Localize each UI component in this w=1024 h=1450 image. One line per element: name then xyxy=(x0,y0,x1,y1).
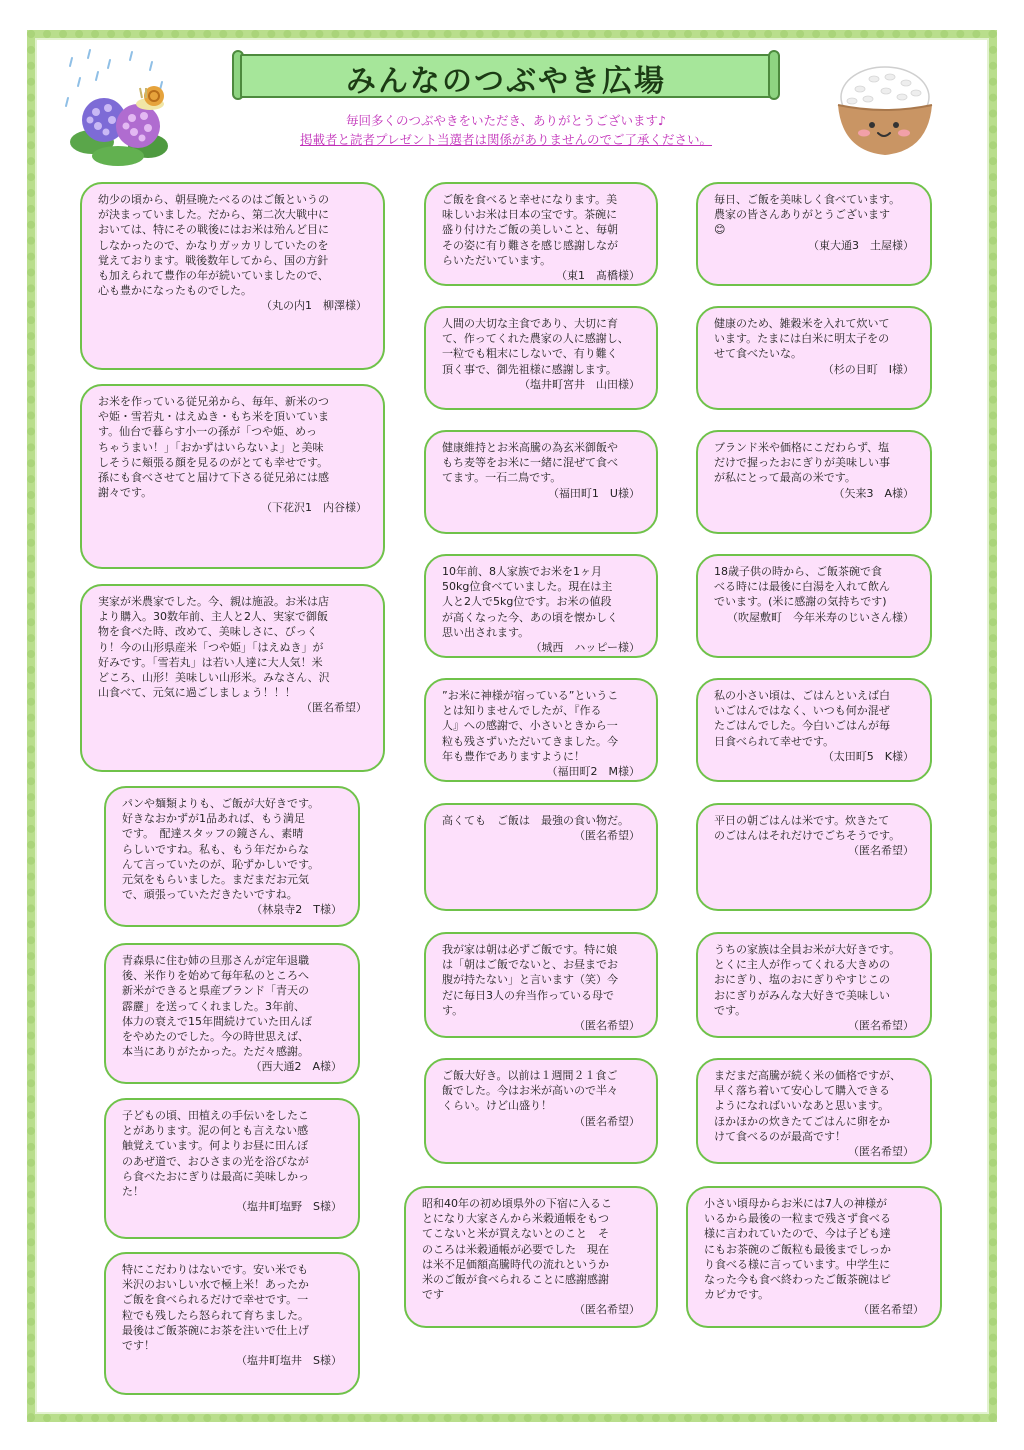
message-card xyxy=(404,1186,658,1328)
message-signature: （塩井町塩井 S様） xyxy=(236,1354,342,1368)
message-signature: （匿名希望） xyxy=(574,1303,640,1317)
subtitle-thanks: 毎回多くのつぶやきをいただき、ありがとうございます♪ xyxy=(346,113,666,128)
message-signature: （吹屋敷町 今年米寿のじいさん様） xyxy=(727,610,914,624)
message-card xyxy=(696,554,932,658)
message-text: 青森県に住む姉の旦那さんが定年退職 後、米作りを始めて毎年私のところへ 新米ができると県産ブランド「青天の 霹靂」を送ってくれました。3年前、 体力の衰えで15年間続けていた田んぼ をやめたのでした。今の時世思えば、 本当にありがたかった。ただ々感謝。 xyxy=(122,954,312,1059)
message-signature: （匿名希望） xyxy=(848,1145,914,1159)
message-card xyxy=(686,1186,942,1328)
subtitle-notice: 掲載者と読者プレゼント当選者は関係がありませんのでご了承ください。 xyxy=(299,132,712,147)
message-signature: （林泉寺2 T様） xyxy=(251,903,342,917)
message-text: お米を作っている従兄弟から、毎年、新米のつ や姫・雪若丸・はえぬき・もち米を頂いていま す。仙台で暮らす小一の孫が「つや姫、めっ ちゃうまい！」「おかずはいらないよ」と美味 しそうに頬張る顔を見るのがとても幸せです。 孫にも食べさせてと届けて下さる従兄弟には感 謝々です。 xyxy=(98,395,329,500)
message-signature: （城西 ハッピー様） xyxy=(530,641,640,655)
message-text: ブランド米や価格にこだわらず、塩 だけで握ったおにぎりが美味しい事 が私にとって最高の米です。 xyxy=(714,441,890,485)
message-card xyxy=(424,803,658,911)
message-text: 高くても ご飯は 最強の食い物だ。 xyxy=(442,814,629,827)
message-signature: （西大通2 A様） xyxy=(250,1060,342,1074)
message-text: 人間の大切な主食であり、大切に育 て、作ってくれた農家の人に感謝し、 一粒でも粗末にしないで、有り難く 頂く事で、御先祖様に感謝します。 xyxy=(442,317,629,376)
message-signature: （福田町2 M様） xyxy=(546,765,640,779)
message-text: 幼少の頃から、朝昼晩たべるのはご飯というの が決まっていました。だから、第二次大戦中に おいては、特にその戦後にはお米は殆んど目に しなかったので、かなりガッカリしていたのを 覚えております。戦後数年してから、国の方針 も加えられて豊作の年が続いていましたので、 心も豊かになったものでした。 xyxy=(98,193,329,298)
message-card xyxy=(104,1252,360,1395)
message-text: 健康のため、雑穀米を入れて炊いて います。たまには白米に明太子をの せて食べたいな。 xyxy=(714,317,890,361)
message-card xyxy=(696,430,932,534)
message-signature: （匿名希望） xyxy=(858,1303,924,1317)
message-card xyxy=(696,182,932,286)
message-signature: （下花沢1 内谷様） xyxy=(261,501,367,515)
message-text: 小さい頃母からお米には7人の神様が いるから最後の一粒まで残さず食べる 様に言われていたので、今は子ども達 にもお茶碗のご飯粒も最後までしっか り食べる様に言っています。中学生に なった今も食べ終わったご飯茶碗はピ カピカです。 xyxy=(704,1197,891,1302)
message-signature: （匿名希望） xyxy=(574,1019,640,1033)
message-card xyxy=(424,678,658,782)
message-text: 昭和40年の初め頃県外の下宿に入るこ とになり大家さんから米穀通帳をもつ てこないと米が買えないとのこと そ のころは米穀通帳が必要でした 現在 は米不足価額高騰時代の流れというか 米のご飯が食べられることに感謝感謝 です xyxy=(422,1197,612,1302)
message-text: 特にこだわりはないです。安い米でも 米沢のおいしい水で極上米！あったか ご飯を食べられるだけで幸せです。一 粒でも残したら怒られて育ちました。 最後はご飯茶碗にお茶を注いで仕上げ です！ xyxy=(122,1263,309,1353)
message-card xyxy=(424,182,658,286)
message-text: 平日の朝ごはんは米です。炊きたて のごはんはそれだけでごちそうです。 xyxy=(714,814,901,843)
message-signature: （東1 髙橋様） xyxy=(556,269,640,283)
message-signature: （丸の内1 柳澤様） xyxy=(261,299,367,313)
message-signature: （太田町5 K様） xyxy=(822,749,914,763)
message-signature: （東大通3 土屋様） xyxy=(808,238,914,252)
message-text: ご飯大好き。以前は１週間２１食ご 飯でした。今はお米が高いので半々 くらい。けど山盛り！ xyxy=(442,1069,618,1113)
message-signature: （匿名希望） xyxy=(301,701,367,715)
message-card xyxy=(696,678,932,782)
message-text: まだまだ高騰が続く米の価格ですが、 早く落ち着いて安心して購入できる ようになればいいなあと思います。 ほかほかの炊きたてごはんに卵をか けて食べるのが最高です！ xyxy=(714,1069,901,1143)
message-signature: （匿名希望） xyxy=(848,1019,914,1033)
message-card xyxy=(696,932,932,1038)
message-card xyxy=(424,932,658,1038)
message-card xyxy=(696,306,932,410)
hydrangea-snail-illustration xyxy=(62,46,172,166)
message-card xyxy=(696,1058,932,1164)
message-text: 私の小さい頃は、ごはんといえば白 いごはんではなく、いつも何か混ぜ たごはんでした。今白いごはんが毎 日食べられて幸せです。 xyxy=(714,689,890,748)
title-banner xyxy=(232,50,780,100)
message-signature: （塩井町宮井 山田様） xyxy=(519,377,640,391)
message-signature: （杉の目町 I様） xyxy=(822,362,914,376)
message-signature: （福田町1 U様） xyxy=(547,486,640,500)
message-signature: （矢来3 A様） xyxy=(833,486,914,500)
message-card xyxy=(424,306,658,410)
message-text: 我が家は朝は必ずご飯です。特に娘 は「朝はご飯でないと、お昼までお 腹が持たない」と言います（笑）今 だに毎日3人の弁当作っている母で す。 xyxy=(442,943,618,1017)
message-text: ”お米に神様が宿っている”というこ とは知りませんでしたが、『作る 人』への感謝で、小さいときから一 粒も残さずいただいてきました。今 年も豊作でありますように！ xyxy=(442,689,619,763)
message-card xyxy=(104,786,360,927)
message-signature: （匿名希望） xyxy=(574,1114,640,1128)
message-card xyxy=(104,1098,360,1239)
message-card xyxy=(80,584,385,772)
message-card xyxy=(80,384,385,569)
message-signature: （塩井町塩野 S様） xyxy=(236,1200,342,1214)
message-card xyxy=(424,1058,658,1164)
message-signature: （匿名希望） xyxy=(574,829,640,843)
message-text: ご飯を食べると幸せになります。美 味しいお米は日本の宝です。茶碗に 盛り付けたご飯の美しいこと、毎朝 その姿に有り難さを感じ感謝しなが らいただいています。 xyxy=(442,193,618,267)
message-text: 18歳子供の時から、ご飯茶碗で食 べる時には最後に白湯を入れて飲ん でいます。(米に感謝の気持ちです) xyxy=(714,565,890,609)
message-card xyxy=(80,182,385,370)
message-signature: （匿名希望） xyxy=(848,844,914,858)
message-text: 10年前、8人家族でお米を1ヶ月 50kg位食べていました。現在は主 人と2人で5kg位です。お米の値段 が高くなった今、あの頃を懐かしく 思い出されます。 xyxy=(442,565,618,639)
message-text: 毎日、ご飯を美味しく食べています。 農家の皆さんありがとうございます 😊 xyxy=(714,193,901,237)
page-title: みんなのつぶやき広場 xyxy=(346,64,666,99)
message-text: 子どもの頃、田植えの手伝いをしたこ とがあります。泥の何とも言えない感 触覚えています。何よりお昼に田んぼ のあぜ道で、おひさまの光を浴びなが ら食べたおにぎりは最高に美味しかっ た！ xyxy=(122,1109,309,1199)
message-text: パンや麺類よりも、ご飯が大好きです。 好きなおかずが1品あれば、もう満足 です。 配達スタッフの鏡さん、素晴 らしいですね。私も、もう年だからな んて言っていたのが、恥ずかしいです。 元気をもらいました。まだまだお元気 で、頑張っていただきたいですね。 xyxy=(122,797,320,902)
message-text: 健康維持とお米高騰の為玄米御飯や もち麦等をお米に一緒に混ぜて食べ てます。一石二鳥です。 xyxy=(442,441,618,485)
message-card xyxy=(424,554,658,658)
message-text: 実家が米農家でした。今、親は施設。お米は店 より購入。30数年前、主人と2人、実家で御飯 物を食べた時、改めて、美味しさに、びっく り！今の山形県産米「つや姫」「はえぬき」が 好みです。「雪若丸」は若い人達に大人気！米 どころ、山形！美味しい山形米。みなさん、沢 山食べて、元気に過ごしましょう！！！ xyxy=(98,595,330,700)
message-card xyxy=(424,430,658,534)
message-text: うちの家族は全員お米が大好きです。 とくに主人が作ってくれる大きめの おにぎり、塩のおにぎりやすじこの おにぎりがみんな大好きで美味しい です。 xyxy=(714,943,901,1017)
message-card xyxy=(104,943,360,1084)
message-card xyxy=(696,803,932,911)
rice-bowl-illustration xyxy=(830,55,940,165)
